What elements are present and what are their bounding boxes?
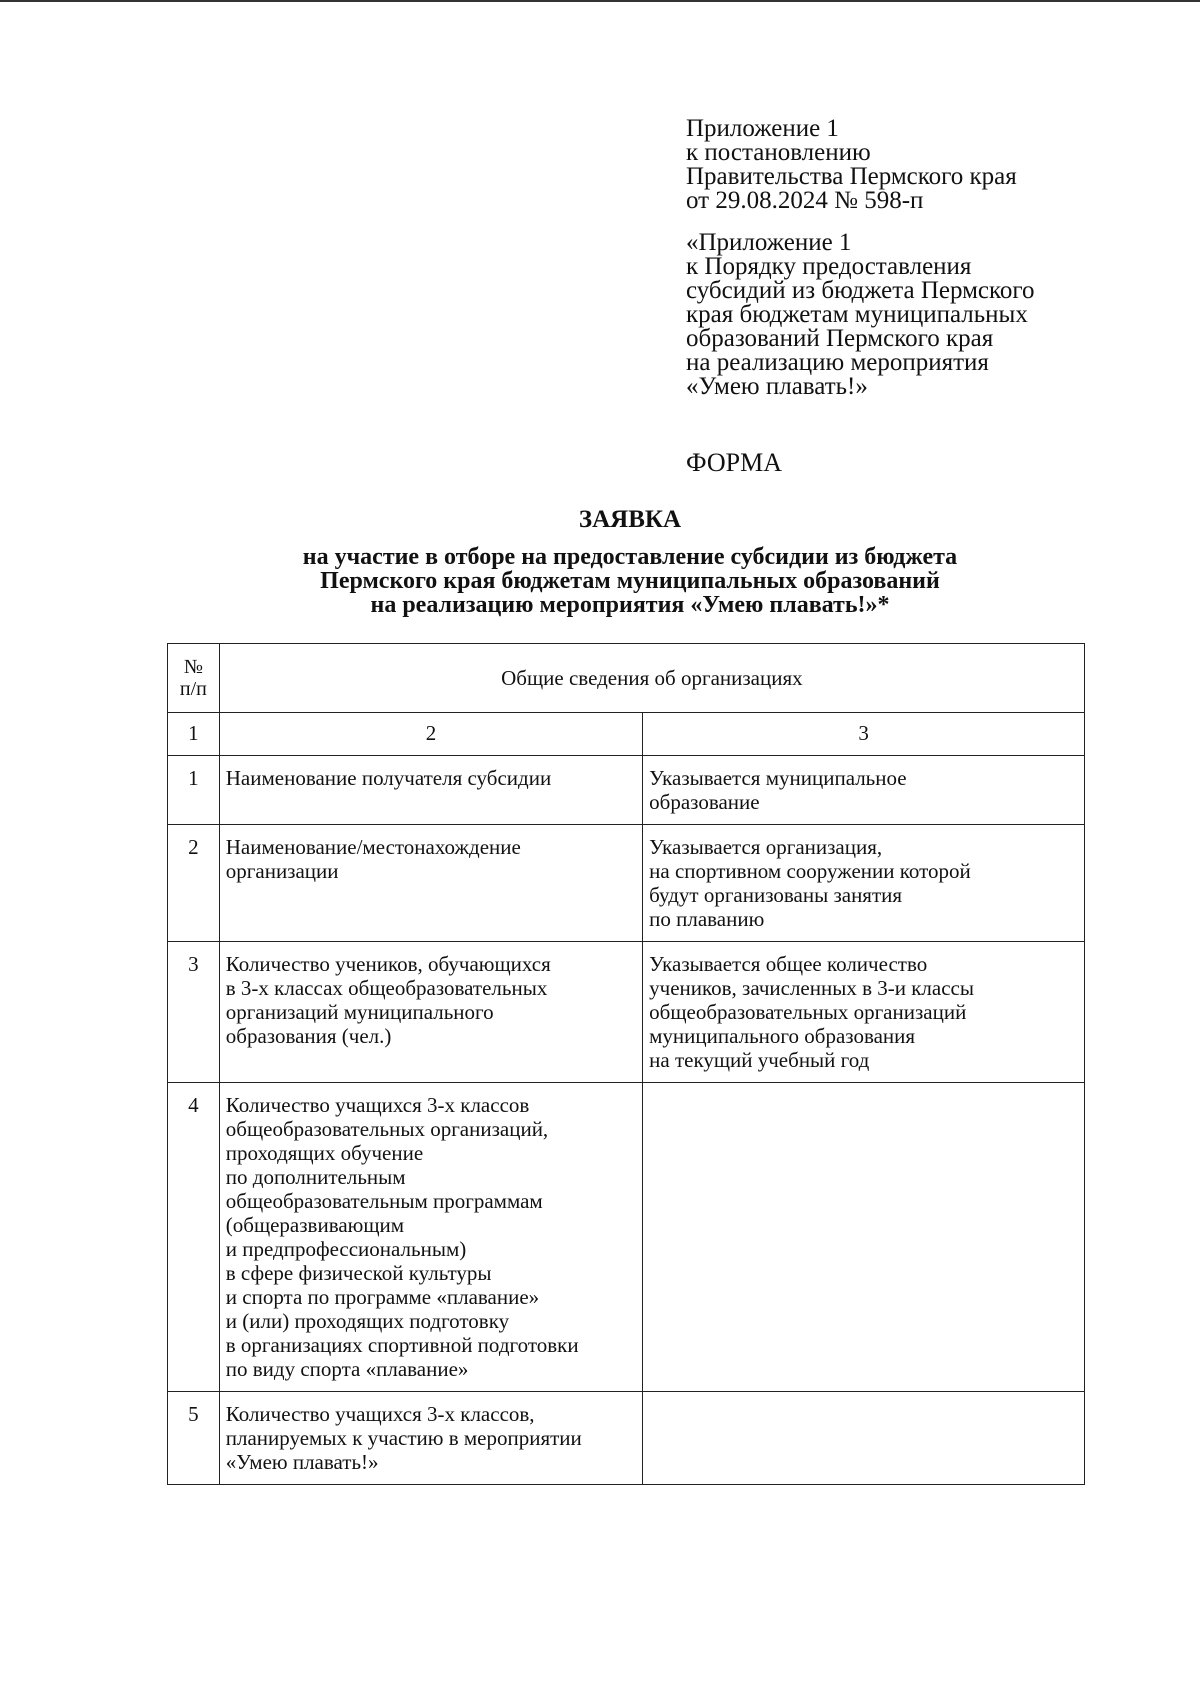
row-number: 3 xyxy=(168,942,220,1083)
row-value-cell xyxy=(643,942,1085,1083)
document-subtitle xyxy=(0,545,1200,617)
appendix-order-line: на реализацию мероприятия xyxy=(686,349,989,376)
row-number: 2 xyxy=(168,825,220,942)
appendix-order-line: к Порядку предоставления xyxy=(686,253,972,280)
row-name-line: Количество учащихся 3-х классов, xyxy=(225,1402,535,1426)
table-row xyxy=(168,942,1085,1083)
row-name-line: проходящих обучение xyxy=(225,1141,424,1165)
table-header-row xyxy=(168,644,1085,713)
column-number-cell: 3 xyxy=(643,713,1085,756)
document-title: ЗАЯВКА xyxy=(578,506,682,533)
appendix-header-line: Правительства Пермского края xyxy=(686,163,1017,190)
table-row xyxy=(168,1083,1085,1392)
appendix-order xyxy=(686,231,1156,399)
subtitle-line: Пермского края бюджетам муниципальных образований xyxy=(320,568,940,594)
appendix-header-line: к постановлению xyxy=(686,139,871,166)
application-form-table xyxy=(167,643,1085,1485)
row-name-line: в 3-х классах общеобразовательных xyxy=(225,976,548,1000)
row-name-cell xyxy=(219,825,642,942)
appendix-order-line: края бюджетам муниципальных xyxy=(686,301,1028,328)
column-number-cell: 2 xyxy=(219,713,642,756)
form-label: ФОРМА xyxy=(686,448,782,477)
row-name-line: и предпрофессиональным) xyxy=(225,1237,467,1261)
row-name-line: по дополнительным xyxy=(225,1165,406,1189)
table-row xyxy=(168,825,1085,942)
row-number: 4 xyxy=(168,1083,220,1392)
row-name-line: общеобразовательных организаций, xyxy=(225,1117,549,1141)
row-name-line: в организациях спортивной подготовки xyxy=(225,1333,579,1357)
row-name-line: Количество учеников, обучающихся xyxy=(225,952,551,976)
appendix-order-line: субсидий из бюджета Пермского xyxy=(686,277,1035,304)
header-number-cell: № п/п xyxy=(168,644,220,713)
table-row xyxy=(168,756,1085,825)
row-value-line: по плаванию xyxy=(649,907,765,931)
row-value-line: общеобразовательных организаций xyxy=(649,1000,967,1024)
row-name-line: и спорта по программе «плавание» xyxy=(225,1285,540,1309)
row-value-line: Указывается общее количество xyxy=(649,952,928,976)
row-name-cell xyxy=(219,1083,642,1392)
scan-top-edge xyxy=(0,0,1200,2)
row-name-cell xyxy=(219,756,642,825)
row-name-line: по виду спорта «плавание» xyxy=(225,1357,469,1381)
row-name-line: (общеразвивающим xyxy=(225,1213,405,1237)
appendix-order-line: образований Пермского края xyxy=(686,325,994,352)
row-name-line: «Умею плавать!» xyxy=(225,1450,379,1474)
row-name-line: Наименование получателя субсидии xyxy=(225,766,552,790)
row-name-line: в сфере физической культуры xyxy=(225,1261,492,1285)
appendix-header-line: Приложение 1 xyxy=(686,115,839,142)
row-value-cell xyxy=(643,825,1085,942)
row-number: 1 xyxy=(168,756,220,825)
row-value-line: Указывается муниципальное xyxy=(649,766,907,790)
row-value-line: будут организованы занятия xyxy=(649,883,903,907)
appendix-order-line: «Умею плавать!» xyxy=(686,373,868,400)
row-name-line: Количество учащихся 3-х классов xyxy=(225,1093,530,1117)
row-value-line: на спортивном сооружении которой xyxy=(649,859,971,883)
row-name-cell xyxy=(219,1392,642,1485)
column-numbers-row xyxy=(168,713,1085,756)
row-value-cell xyxy=(643,756,1085,825)
row-name-cell xyxy=(219,942,642,1083)
row-name-line: образования (чел.) xyxy=(225,1024,392,1048)
row-name-line: и (или) проходящих подготовку xyxy=(225,1309,510,1333)
table-row xyxy=(168,1392,1085,1485)
row-name-line: Наименование/местонахождение xyxy=(225,835,521,859)
appendix-header-line: от 29.08.2024 № 598-п xyxy=(686,187,924,214)
appendix-header xyxy=(686,117,1156,213)
row-name-line: планируемых к участию в мероприятии xyxy=(225,1426,582,1450)
row-name-line: организаций муниципального xyxy=(225,1000,494,1024)
row-value-cell xyxy=(643,1083,1085,1392)
row-value-line: образование xyxy=(649,790,760,814)
appendix-order-line: «Приложение 1 xyxy=(686,229,852,256)
row-number: 5 xyxy=(168,1392,220,1485)
row-value-line: учеников, зачисленных в 3-и классы xyxy=(649,976,974,1000)
subtitle-line: на реализацию мероприятия «Умею плавать!»* xyxy=(370,592,890,618)
row-value-line: муниципального образования xyxy=(649,1024,916,1048)
row-name-line: общеобразовательным программам xyxy=(225,1189,543,1213)
row-name-line: организации xyxy=(225,859,339,883)
subtitle-line: на участие в отборе на предоставление субсидии из бюджета xyxy=(302,544,958,570)
column-number-cell: 1 xyxy=(168,713,220,756)
row-value-cell xyxy=(643,1392,1085,1485)
row-value-line: Указывается организация, xyxy=(649,835,883,859)
row-value-line: на текущий учебный год xyxy=(649,1048,870,1072)
header-title-cell: Общие сведения об организациях xyxy=(219,644,1084,713)
